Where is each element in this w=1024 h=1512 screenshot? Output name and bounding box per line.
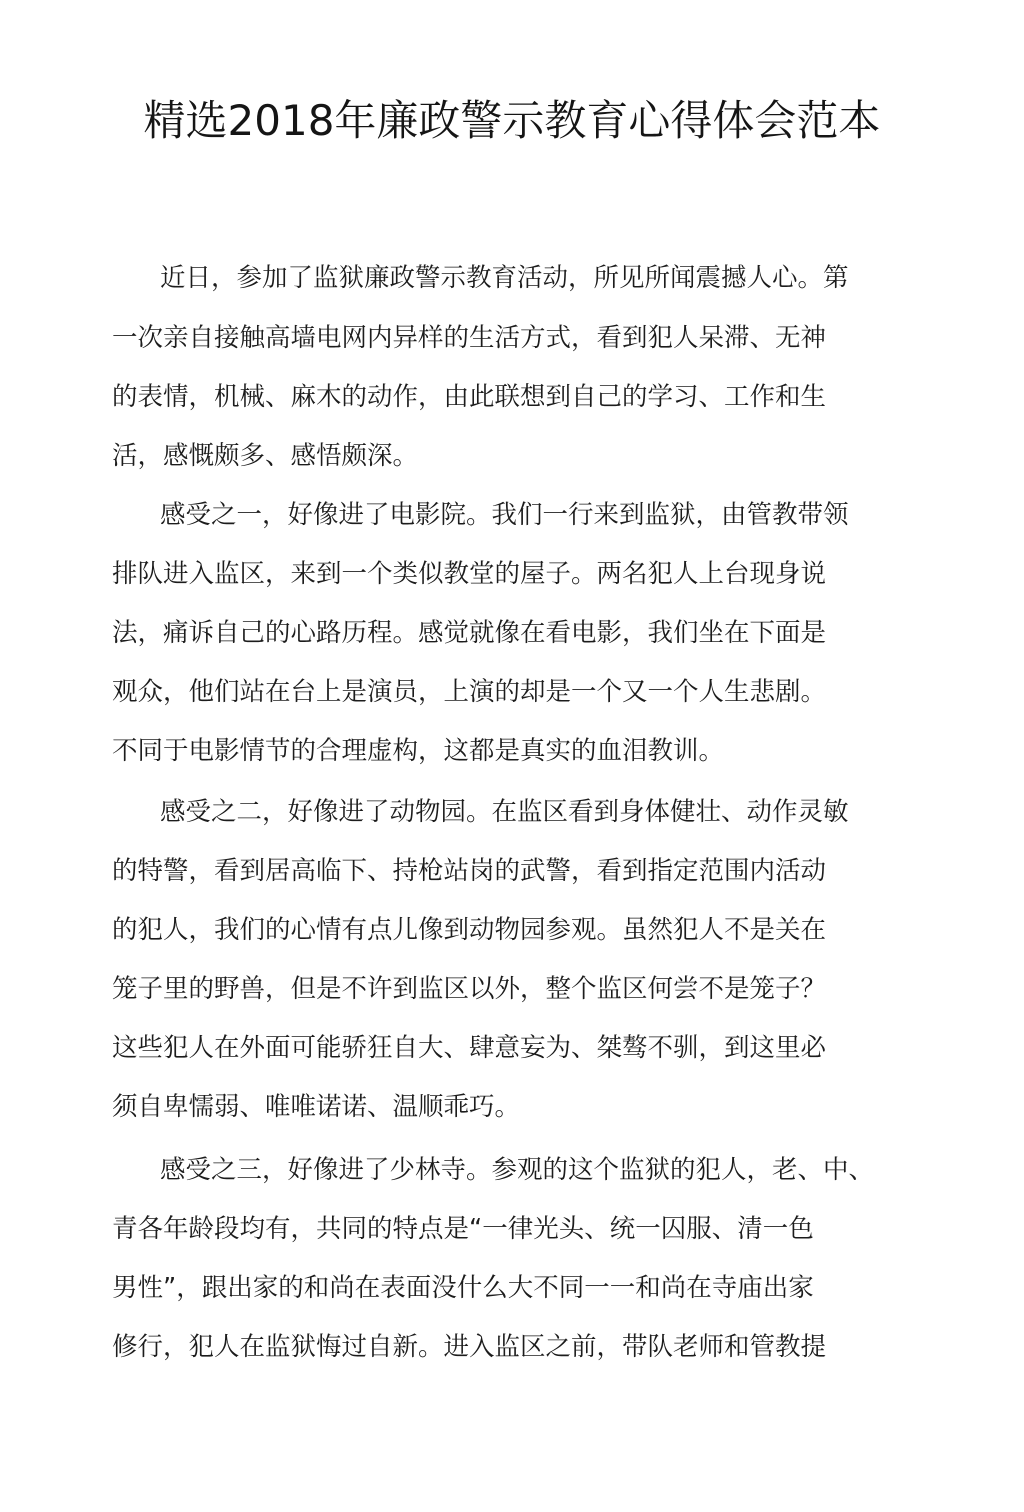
paragraph-4-line-4: 修行，犯人在监狱悔过自新。进入监区之前，带队老师和管教提 [112,1332,827,1362]
paragraph-2-line-5: 不同于电影情节的合理虚构，这都是真实的血泪教训。 [112,736,725,766]
paragraph-4-line-2: 青各年龄段均有，共同的特点是“一律光头、统一囚服、清一色 [112,1214,814,1244]
paragraph-4-line-3: 男性”，跟出家的和尚在表面没什么大不同一一和尚在寺庙出家 [112,1273,814,1303]
paragraph-4-line-1: 感受之三，好像进了少林寺。参观的这个监狱的犯人，老、中、 [160,1155,875,1185]
paragraph-1-line-3: 的表情，机械、麻木的动作，由此联想到自己的学习、工作和生 [112,382,827,412]
paragraph-2-line-2: 排队进入监区，来到一个类似教堂的屋子。两名犯人上台现身说 [112,559,827,589]
paragraph-3-line-1: 感受之二，好像进了动物园。在监区看到身体健壮、动作灵敏 [160,797,849,827]
paragraph-3-line-3: 的犯人，我们的心情有点儿像到动物园参观。虽然犯人不是关在 [112,915,827,945]
paragraph-1-line-1: 近日，参加了监狱廉政警示教育活动，所见所闻震撼人心。第 [160,263,849,293]
paragraph-1-line-4: 活，感慨颇多、感悟颇深。 [112,441,419,471]
paragraph-3-line-4: 笼子里的野兽，但是不许到监区以外，整个监区何尝不是笼子？ [112,974,827,1004]
document-title: 精选2018年廉政警示教育心得体会范本 [143,96,881,145]
paragraph-3-line-5: 这些犯人在外面可能骄狂自大、肆意妄为、桀骜不驯，到这里必 [112,1033,827,1063]
paragraph-2-line-4: 观众，他们站在台上是演员，上演的却是一个又一个人生悲剧。 [112,677,827,707]
paragraph-3-line-2: 的特警，看到居高临下、持枪站岗的武警，看到指定范围内活动 [112,856,827,886]
paragraph-1-line-2: 一次亲自接触高墙电网内异样的生活方式，看到犯人呆滞、无神 [112,323,827,353]
paragraph-2-line-3: 法，痛诉自己的心路历程。感觉就像在看电影，我们坐在下面是 [112,618,827,648]
paragraph-3-line-6: 须自卑懦弱、唯唯诺诺、温顺乖巧。 [112,1092,521,1122]
paragraph-2-line-1: 感受之一，好像进了电影院。我们一行来到监狱，由管教带领 [160,500,849,530]
